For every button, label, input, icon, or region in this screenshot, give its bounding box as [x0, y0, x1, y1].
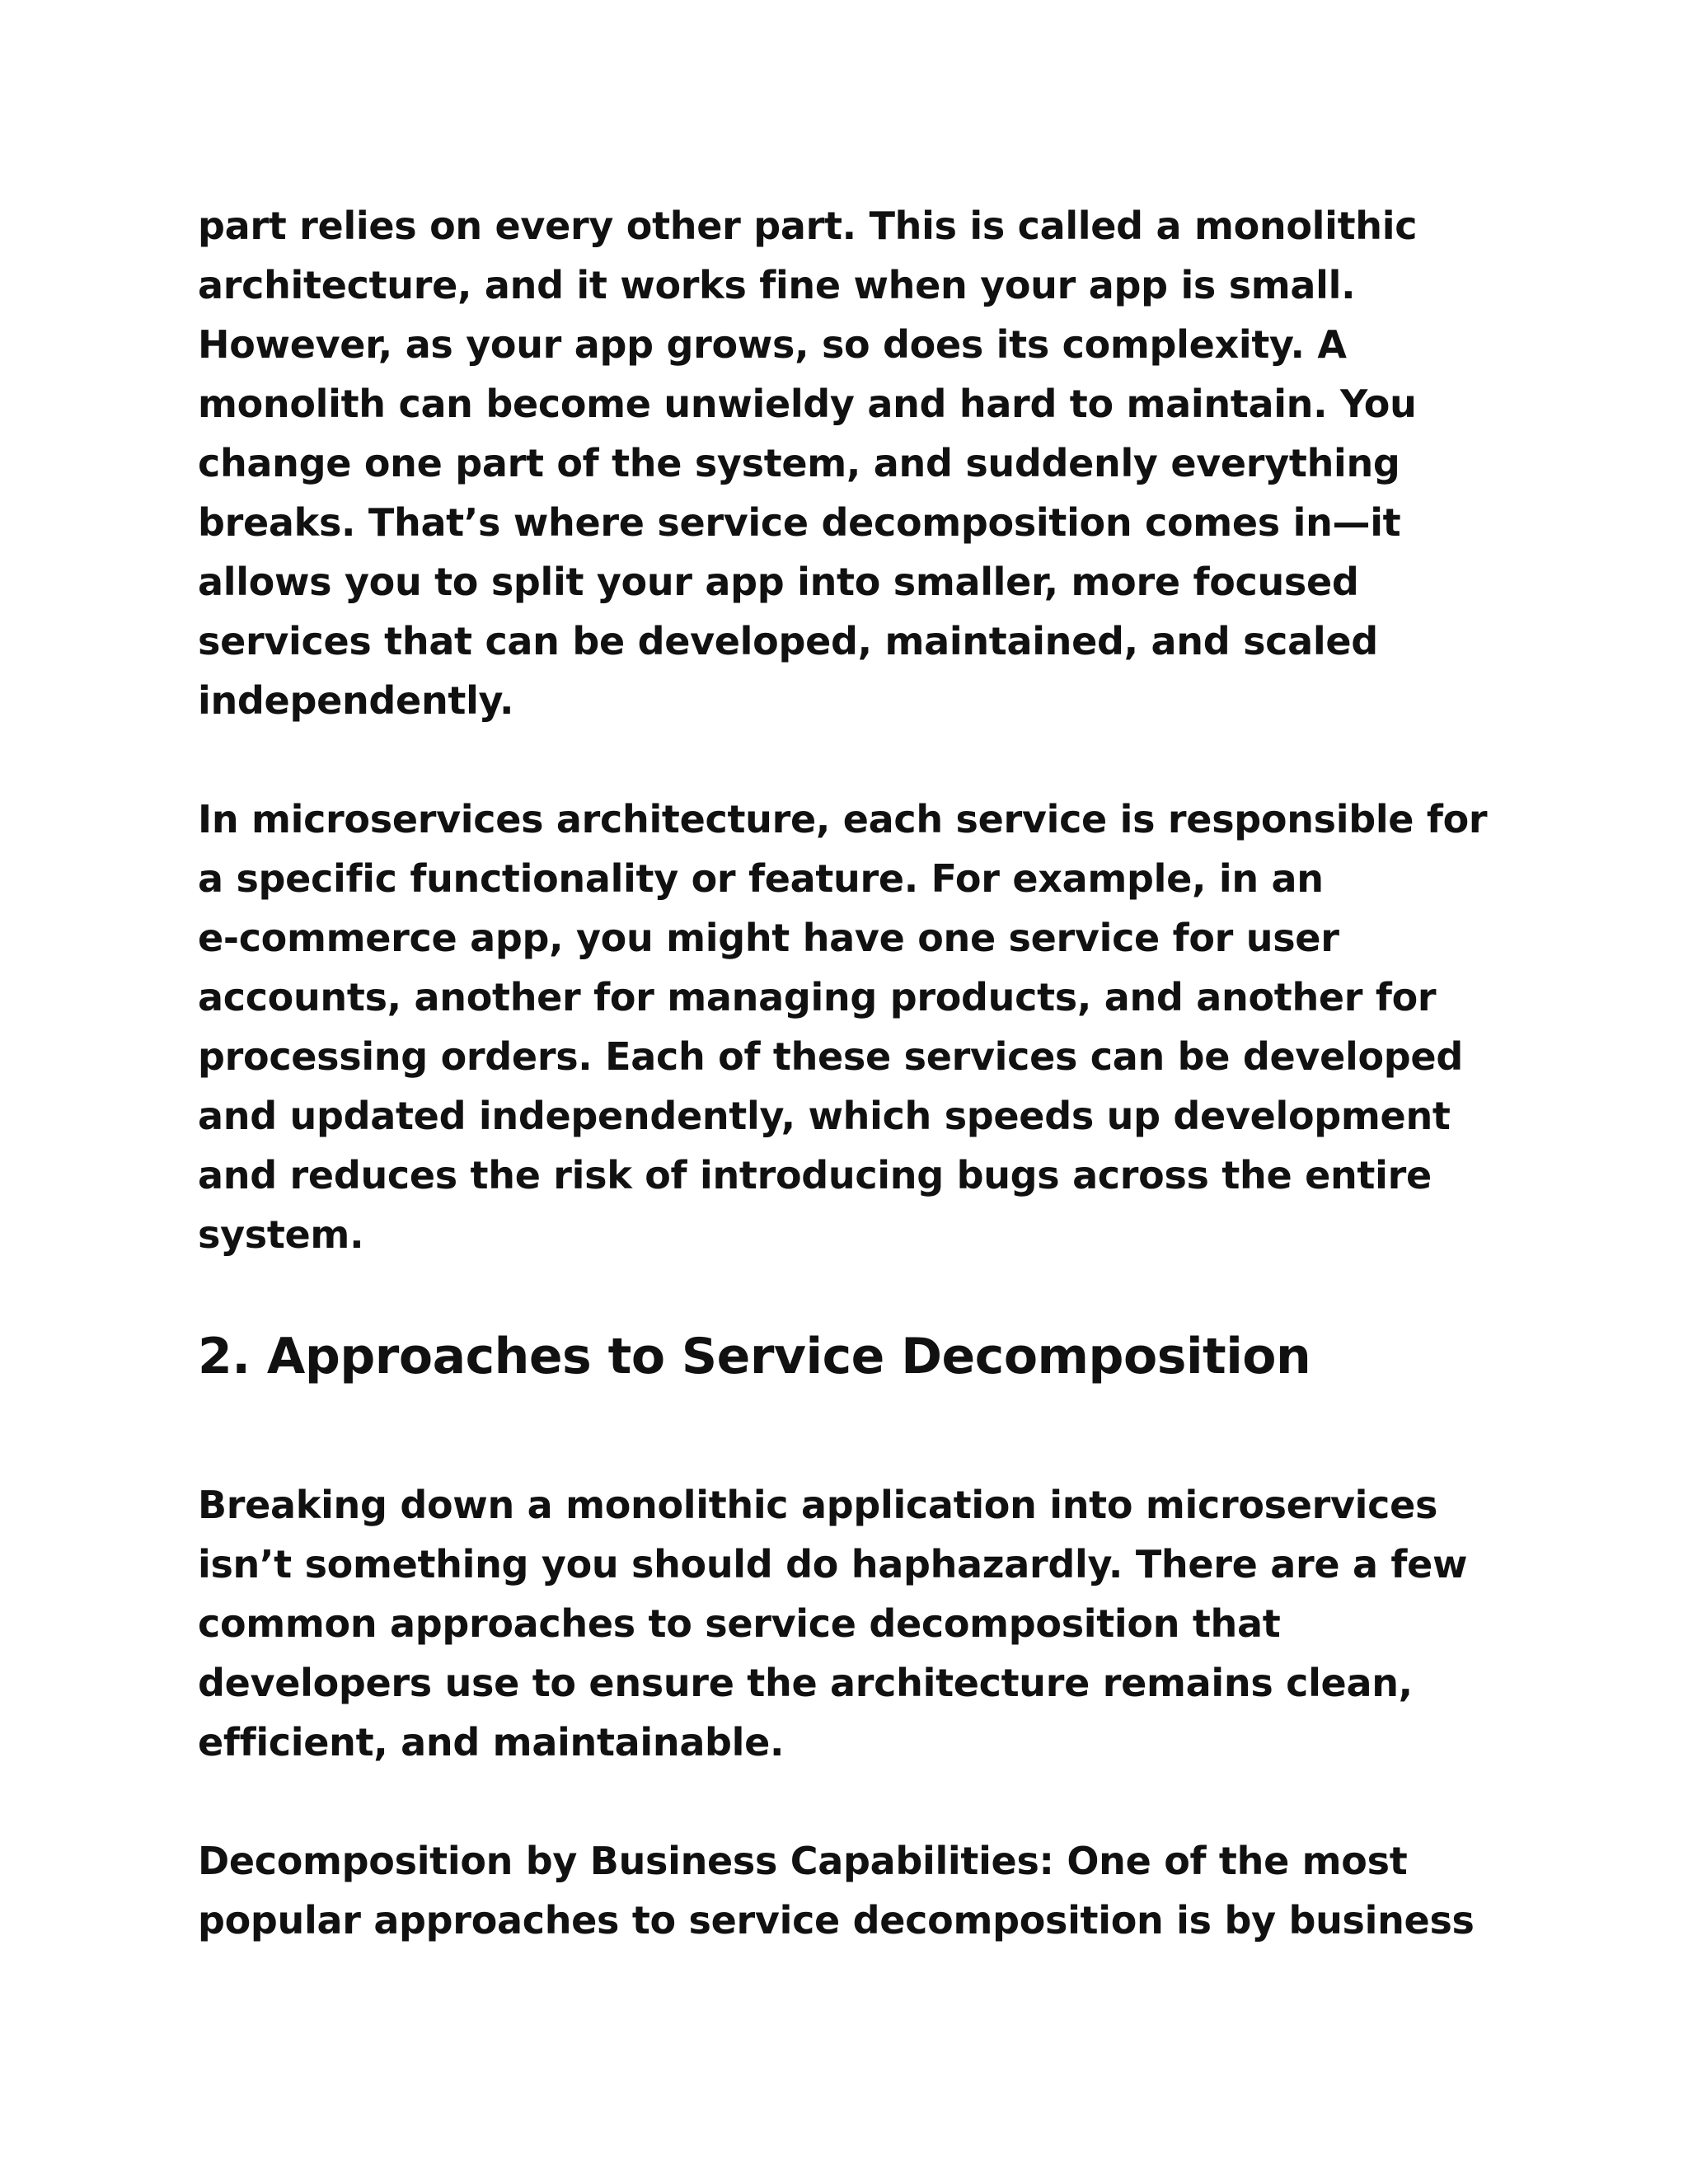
paragraph-business-capabilities: [198, 1831, 1517, 1950]
paragraph-spacer: [198, 730, 1517, 790]
paragraph-microservices: [198, 790, 1517, 1264]
text-line: independently.: [198, 678, 514, 723]
text-line: change one part of the system, and suddenly everything: [198, 441, 1400, 485]
text-line: system.: [198, 1212, 364, 1257]
text-line: architecture, and it works fine when your app is small.: [198, 263, 1356, 307]
text-line: part relies on every other part. This is called a monolithic: [198, 204, 1418, 248]
text-line: isn’t something you should do haphazardly. There are a few: [198, 1542, 1468, 1586]
paragraph-approaches: [198, 1475, 1517, 1772]
text-line: popular approaches to service decomposition is by business: [198, 1898, 1475, 1943]
paragraph-spacer: [198, 1772, 1517, 1831]
heading-spacer: [198, 1390, 1517, 1475]
text-line: services that can be developed, maintained, and scaled: [198, 619, 1378, 663]
text-line: common approaches to service decomposition that: [198, 1601, 1281, 1646]
text-line: developers use to ensure the architecture remains clean,: [198, 1661, 1413, 1705]
text-line: allows you to split your app into smaller, more focused: [198, 560, 1359, 604]
text-line: and updated independently, which speeds up development: [198, 1094, 1451, 1138]
text-line: accounts, another for managing products, and another for: [198, 975, 1437, 1019]
text-line: Decomposition by Business Capabilities: One of the most: [198, 1839, 1408, 1883]
text-line: processing orders. Each of these services can be developed: [198, 1034, 1463, 1079]
text-line: In microservices architecture, each service is responsible for: [198, 797, 1488, 841]
text-line: efficient, and maintainable.: [198, 1720, 785, 1765]
text-line: However, as your app grows, so does its complexity. A: [198, 322, 1347, 367]
text-line: Breaking down a monolithic application into microservices: [198, 1483, 1438, 1527]
text-line: and reduces the risk of introducing bugs across the entire: [198, 1153, 1432, 1197]
text-line: a specific functionality or feature. For example, in an: [198, 856, 1324, 901]
paragraph-monolith: [198, 196, 1517, 730]
section-heading: 2. Approaches to Service Decomposition: [198, 1328, 1311, 1385]
document-content: [198, 196, 1517, 1950]
text-line: monolith can become unwieldy and hard to maintain. You: [198, 382, 1417, 426]
heading-spacer: [198, 1264, 1517, 1324]
text-line: breaks. That’s where service decomposition comes in—it: [198, 500, 1401, 545]
text-line: e-commerce app, you might have one service for user: [198, 916, 1339, 960]
